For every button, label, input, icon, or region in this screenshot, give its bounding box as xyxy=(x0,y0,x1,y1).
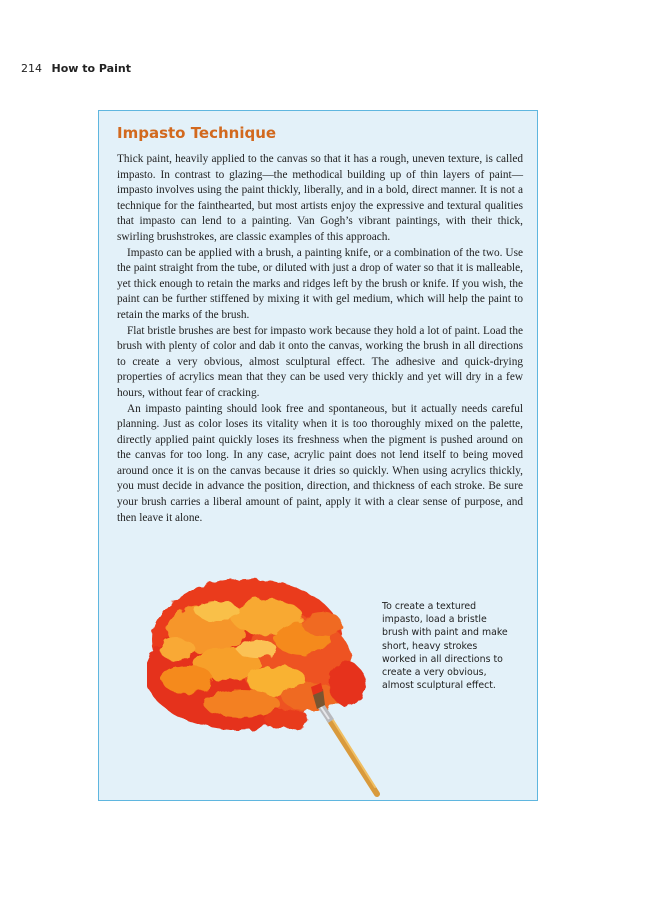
page-number: 214 xyxy=(21,62,42,75)
paragraph-1: Thick paint, heavily applied to the canvas so that it has a rough, uneven texture, is called impasto. In contrast to glazing—the methodical building up of thin layers of paint—impasto involves using the paint thickly, liberally, and in a bold, direct manner. It is not a technique for the fainthearted, but most artists enjoy the expressive and textural qualities that impasto can lend to a painting. Van Gogh’s vibrant paintings, with their thick, swirling brushstrokes, are classic examples of this approach. xyxy=(117,153,523,243)
sidebar-box xyxy=(98,110,538,801)
paragraph-3: Flat bristle brushes are best for impasto work because they hold a lot of paint. Load the brush with plenty of color and dab it onto the canvas, working the brush in all directions to create a very obvious, almost sculptural effect. The adhesive and quick-drying properties of acrylics mean that they can be used very thickly and yet will dry in a few hours, without fear of cracking. xyxy=(117,324,523,399)
paragraph-4: An impasto painting should look free and spontaneous, but it actually needs careful planning. Just as color loses its vitality when it is too thoroughly mixed on the palette, directly applied paint quickly loses its freshness when the pigment is pushed around on the canvas for too long. In any case, acrylic paint does not lend itself to being moved around once it is on the canvas because it dries so quickly. When using acrylics thickly, you must decide in advance the position, direction, and thickness of each stroke. Be sure your brush carries a liberal amount of paint, apply it with a clear sense of purpose, and then leave it alone. xyxy=(117,402,523,524)
image-caption: To create a textured impasto, load a bristle brush with paint and make short, heavy strokes worked in all directions to create a very obvious, almost sculptural effect. xyxy=(382,601,508,692)
impasto-painting-image xyxy=(147,569,387,799)
running-head xyxy=(21,62,131,75)
section-title: Impasto Technique xyxy=(117,124,277,142)
book-title: How to Paint xyxy=(51,62,131,75)
body-text xyxy=(117,152,523,526)
paragraph-2: Impasto can be applied with a brush, a painting knife, or a combination of the two. Use the paint straight from the tube, or diluted with just a drop of water so that it is malleable, yet thick enough to retain the marks and ridges left by the brush or knife. If you wish, the paint can be further stiffened by mixing it with gel medium, which will help the paint to retain the marks of the brush. xyxy=(117,246,523,321)
